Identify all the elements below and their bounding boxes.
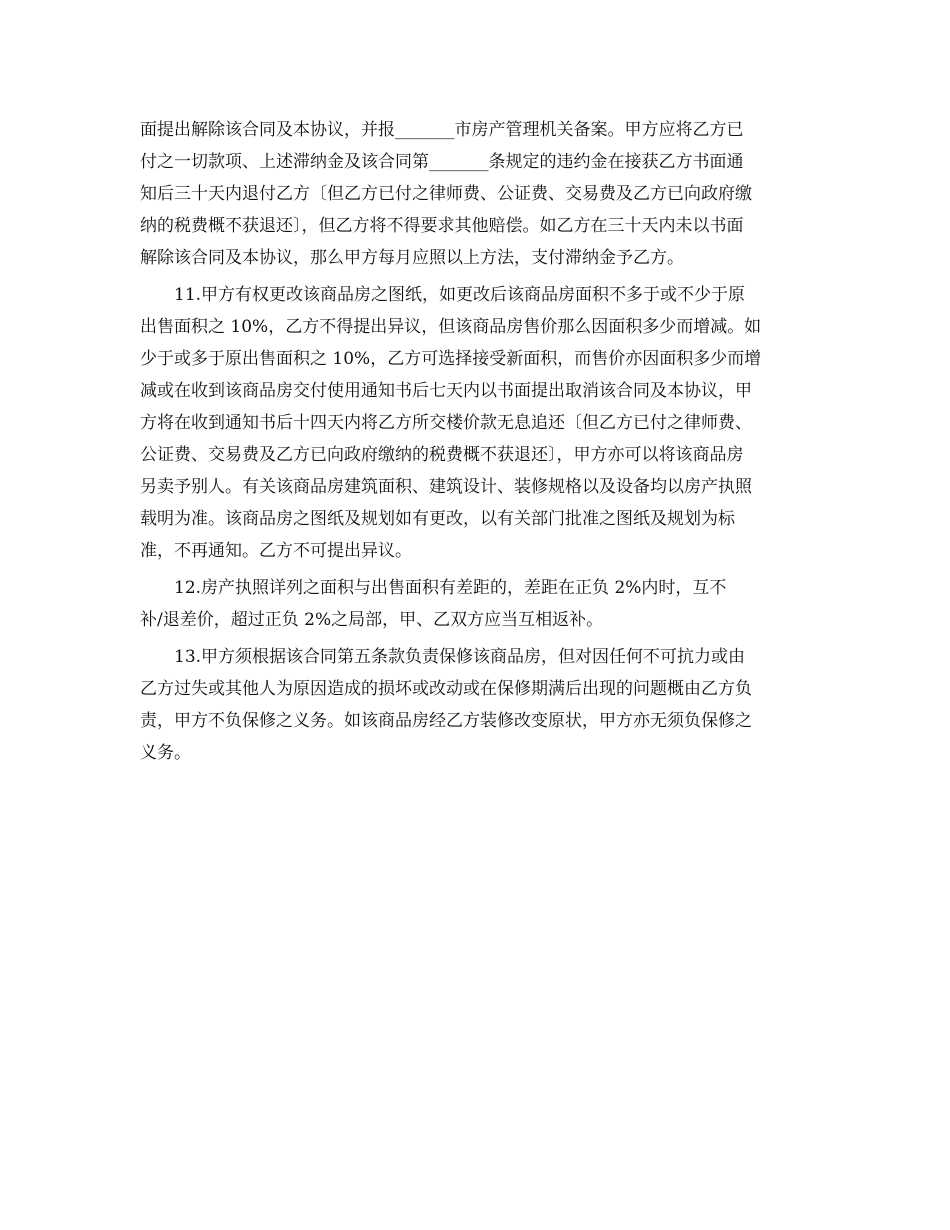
- text-line: 义务。: [140, 743, 191, 763]
- text-line: 面提出解除该合同及本协议，并报_______市房产管理机关备案。甲方应将乙方已: [140, 120, 744, 140]
- text-line: 少于或多于原出售面积之 10%，乙方可选择接受新面积，而售价亦因面积多少而增: [140, 349, 762, 369]
- paragraph-12: [140, 572, 810, 636]
- paragraph-13: [140, 641, 810, 769]
- text-line: 准，不再通知。乙方不可提出异议。: [140, 541, 412, 561]
- paragraph-10-continued: [140, 114, 810, 274]
- text-line: 载明为准。该商品房之图纸及规划如有更改，以有关部门批准之图纸及规划为标: [140, 509, 735, 529]
- text-line: 12.房产执照详列之面积与出售面积有差距的，差距在正负 2%内时，互不: [174, 578, 727, 598]
- document-body: [140, 114, 810, 769]
- text-line: 13.甲方须根据该合同第五条款负责保修该商品房，但对因任何不可抗力或由: [174, 647, 746, 667]
- text-line: 责，甲方不负保修之义务。如该商品房经乙方装修改变原状，甲方亦无须负保修之: [140, 711, 752, 731]
- text-line: 乙方过失或其他人为原因造成的损坏或改动或在保修期满后出现的问题概由乙方负: [140, 679, 752, 699]
- text-line: 纳的税费概不获退还〕，但乙方将不得要求其他赔偿。如乙方在三十天内未以书面: [140, 216, 744, 236]
- paragraph-11: [140, 279, 810, 567]
- text-line: 补/退差价，超过正负 2%之局部，甲、乙双方应当互相返补。: [140, 610, 604, 630]
- text-line: 公证费、交易费及乙方已向政府缴纳的税费概不获退还〕，甲方亦可以将该商品房: [140, 445, 744, 465]
- text-line: 方将在收到通知书后十四天内将乙方所交楼价款无息追还〔但乙方已付之律师费、: [140, 413, 752, 433]
- text-line: 另卖予别人。有关该商品房建筑面积、建筑设计、装修规格以及设备均以房产执照: [140, 477, 752, 497]
- text-line: 11.甲方有权更改该商品房之图纸，如更改后该商品房面积不多于或不少于原: [174, 285, 746, 305]
- text-line: 付之一切款项、上述滞纳金及该合同第_______条规定的违约金在接获乙方书面通: [140, 152, 744, 172]
- text-line: 知后三十天内退付乙方〔但乙方已付之律师费、公证费、交易费及乙方已向政府缴: [140, 184, 752, 204]
- text-line: 解除该合同及本协议，那么甲方每月应照以上方法，支付滞纳金予乙方。: [140, 248, 684, 268]
- text-line: 出售面积之 10%，乙方不得提出异议，但该商品房售价那么因面积多少而增减。如: [140, 317, 762, 337]
- text-line: 减或在收到该商品房交付使用通知书后七天内以书面提出取消该合同及本协议，甲: [140, 381, 752, 401]
